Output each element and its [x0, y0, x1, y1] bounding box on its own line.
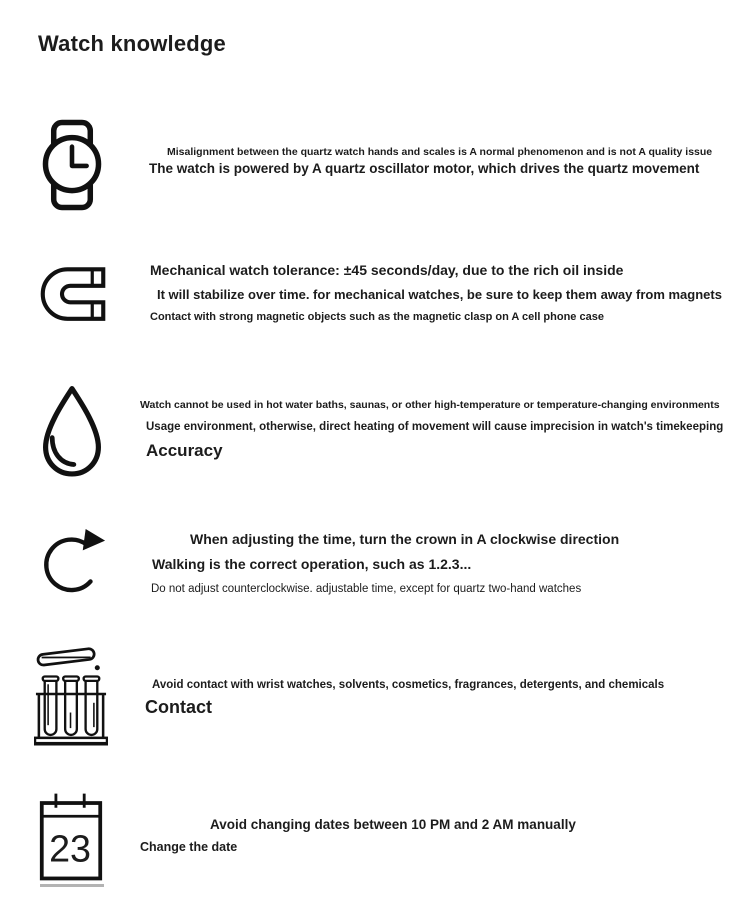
date-main-text: Avoid changing dates between 10 PM and 2 AM manually — [210, 817, 576, 832]
water-drop-icon — [39, 383, 105, 481]
crown-note-text: Do not adjust counterclockwise. adjustable time, except for quartz two-hand watches — [151, 583, 582, 595]
temperature-note-text: Watch cannot be used in hot water baths, saunas, or other high-temperature or temperature-changing environments — [140, 399, 720, 411]
calendar-day-number: 23 — [49, 827, 92, 870]
quartz-main-text: The watch is powered by A quartz oscillator motor, which drives the quartz movement — [149, 161, 700, 176]
date-sub-text: Change the date — [140, 840, 238, 854]
page-title: Watch knowledge — [38, 31, 226, 56]
clockwise-arrow-icon — [40, 524, 108, 602]
quartz-note-text: Misalignment between the quartz watch hands and scales is A normal phenomenon and is not A quality issue — [167, 146, 713, 158]
chemicals-note-text: Avoid contact with wrist watches, solvents, cosmetics, fragrances, detergents, and chemicals — [152, 679, 665, 691]
calendar-icon — [38, 789, 104, 884]
crown-sub-text: Walking is the correct operation, such as 1.2.3... — [152, 556, 472, 572]
calendar-shadow-bar — [40, 884, 104, 887]
watch-icon — [40, 116, 104, 214]
temperature-sub-text: Usage environment, otherwise, direct heating of movement will cause imprecision in watch's timekeeping — [146, 421, 724, 433]
magnet-note-text: Contact with strong magnetic objects such as the magnetic clasp on A cell phone case — [150, 311, 604, 323]
test-tubes-icon — [34, 644, 108, 746]
magnet-main-text: Mechanical watch tolerance: ±45 seconds/day, due to the rich oil inside — [150, 262, 624, 278]
magnet-sub-text: It will stabilize over time. for mechanical watches, be sure to keep them away from magnets — [157, 287, 722, 302]
magnet-icon — [40, 265, 106, 323]
crown-main-text: When adjusting the time, turn the crown in A clockwise direction — [190, 531, 620, 547]
contact-heading: Contact — [145, 697, 212, 717]
accuracy-heading: Accuracy — [146, 441, 223, 460]
